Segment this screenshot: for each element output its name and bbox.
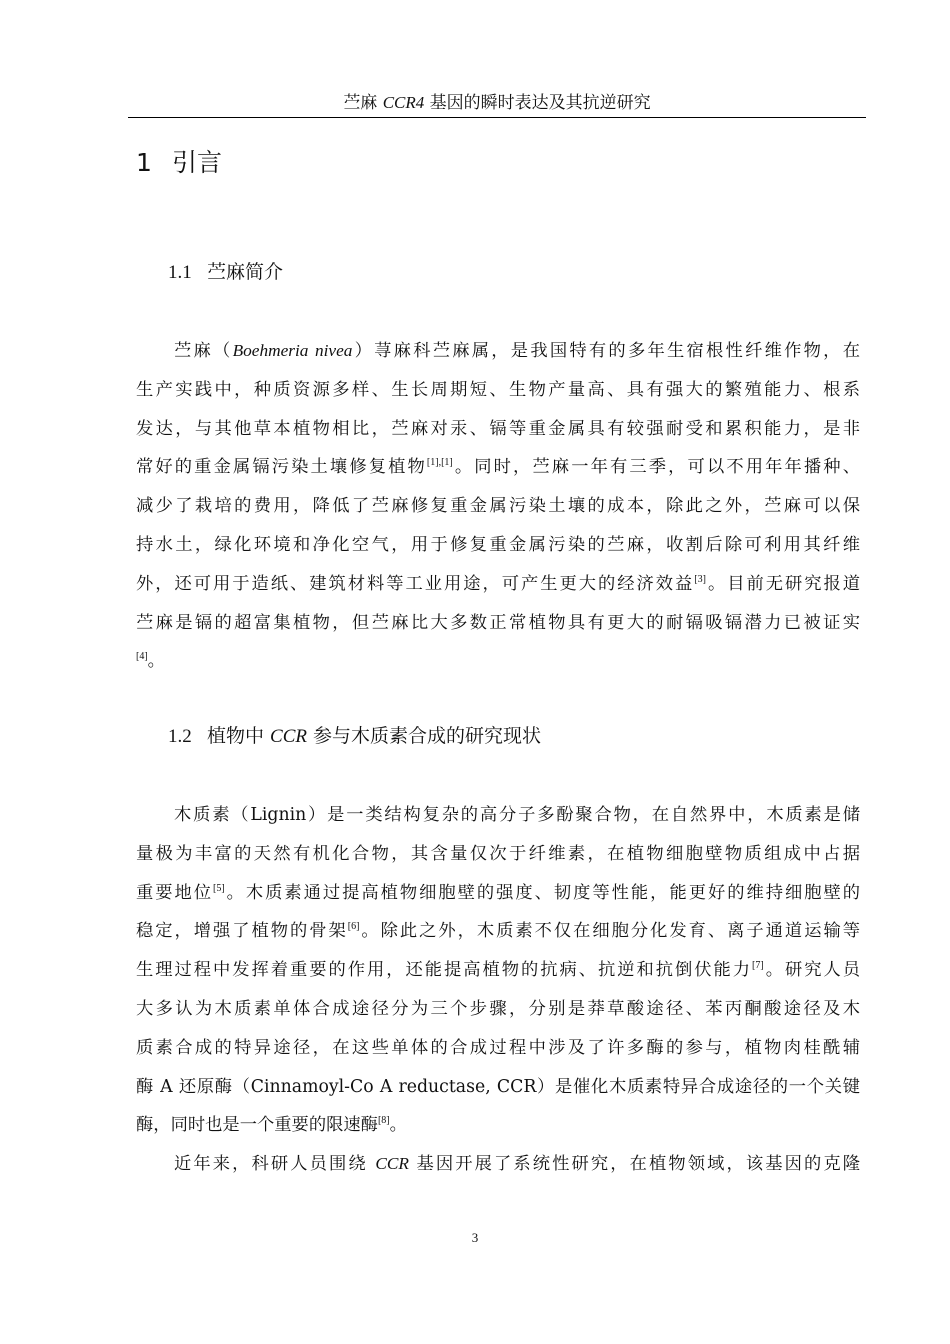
paragraph-line: 量极为丰富的天然有机化合物，其含量仅次于纤维素，在植物细胞壁物质组成中占据 bbox=[136, 843, 860, 864]
text-run: 生理过程中发挥着重要的作用，还能提高植物的抗病、抗逆和抗倒伏能力 bbox=[136, 960, 753, 981]
section-1-1-paragraph bbox=[136, 332, 860, 681]
paragraph-line: 质素合成的特异途径，在这些单体的合成过程中涉及了许多酶的参与，植物肉桂酰辅 bbox=[136, 1037, 860, 1058]
citation-ref: [4] bbox=[136, 651, 148, 663]
paragraph-line: 大多认为木质素单体合成途径分为三个步骤，分别是莽草酸途径、苯丙酮酸途径及木 bbox=[136, 998, 860, 1019]
section-1-2-paragraph-1 bbox=[136, 796, 860, 1145]
text-run: 常好的重金属镉污染土壤修复植物 bbox=[136, 457, 427, 478]
paragraph-line: 木质素（Lignin）是一类结构复杂的高分子多酚聚合物，在自然界中，木质素是储 bbox=[174, 805, 860, 825]
text-run: 稳定，增强了植物的骨架 bbox=[136, 921, 348, 942]
paragraph-line bbox=[136, 565, 860, 604]
paragraph-line: 持水土，绿化环境和净化空气，用于修复重金属污染的苎麻，收割后除可利用其纤维 bbox=[136, 534, 860, 555]
paragraph-line bbox=[136, 448, 860, 487]
text-run: 酶，同时也是一个重要的限速酶 bbox=[136, 1115, 378, 1136]
text-run: 近年来，科研人员围绕 bbox=[174, 1154, 376, 1174]
section-1-1-heading bbox=[168, 258, 283, 287]
section-1-2-paragraph-2 bbox=[136, 1145, 860, 1184]
section-1-1-number: 1.1 bbox=[168, 262, 192, 283]
paragraph-line bbox=[136, 642, 860, 681]
text-run: 。 bbox=[147, 651, 165, 672]
citation-ref: [5] bbox=[213, 882, 225, 894]
section-1-2-title-gene: CCR bbox=[270, 726, 307, 747]
section-1-heading bbox=[136, 145, 222, 181]
citation-ref: [6] bbox=[347, 921, 360, 933]
text-run: 外，还可用于造纸、建筑材料等工业用途，可产生更大的经济效益 bbox=[136, 573, 695, 594]
paragraph-line: 苎麻是镉的超富集植物，但苎麻比大多数正常植物具有更大的耐镉吸镉潜力已被证实 bbox=[136, 612, 860, 633]
text-run: 。目前无研究报道 bbox=[705, 573, 860, 594]
header-title-pre: 苎麻 bbox=[343, 93, 383, 113]
header-title-post: 基因的瞬时表达及其抗逆研究 bbox=[424, 93, 651, 113]
text-run: 。除此之外，木质素不仅在细胞分化发育、离子通道运输等 bbox=[359, 921, 860, 942]
paragraph-line bbox=[136, 951, 860, 990]
paragraph-line: 减少了栽培的费用，降低了苎麻修复重金属污染土壤的成本，除此之外，苎麻可以保 bbox=[136, 496, 860, 517]
citation-ref: [8] bbox=[377, 1115, 390, 1127]
text-run: 重要地位 bbox=[136, 882, 214, 903]
text-run: ）荨麻科苎麻属，是我国特有的多年生宿根性纤维作物，在 bbox=[352, 341, 860, 361]
text-run: 。研究人员 bbox=[763, 960, 860, 981]
section-1-2-title-a: 植物中 bbox=[207, 725, 271, 747]
paragraph-line bbox=[136, 1106, 860, 1145]
text-run: 。 bbox=[389, 1115, 407, 1136]
section-1-1-title: 苎麻简介 bbox=[207, 261, 284, 283]
section-1-number: 1 bbox=[136, 148, 152, 177]
citation-ref: [3] bbox=[694, 573, 706, 585]
text-run: 。木质素通过提高植物细胞壁的强度、韧度等性能，能更好的维持细胞壁的 bbox=[224, 882, 860, 903]
running-header bbox=[128, 92, 866, 114]
page-number: 3 bbox=[471, 1230, 479, 1245]
section-1-2-title-b: 参与木质素合成的研究现状 bbox=[307, 725, 542, 747]
latin-name: Boehmeria nivea bbox=[232, 341, 353, 360]
section-1-title: 引言 bbox=[172, 148, 223, 177]
header-title-gene: CCR4 bbox=[382, 93, 425, 112]
citation-ref: [7] bbox=[752, 960, 764, 972]
paragraph-line bbox=[136, 332, 860, 371]
paragraph-line: 发达，与其他草本植物相比，苎麻对汞、镉等重金属具有较强耐受和累积能力，是非 bbox=[136, 418, 860, 439]
paragraph-line: 生产实践中，种质资源多样、生长周期短、生物产量高、具有强大的繁殖能力、根系 bbox=[136, 379, 860, 400]
paragraph-line bbox=[136, 912, 860, 951]
header-rule bbox=[128, 117, 866, 118]
paragraph-line bbox=[136, 874, 860, 913]
text-run: 基因开展了系统性研究，在植物领域，该基因的克隆 bbox=[408, 1154, 860, 1174]
text-run: 。同时，苎麻一年有三季，可以不用年年播种、 bbox=[452, 457, 860, 478]
text-run: 苎麻（ bbox=[174, 341, 233, 361]
gene-name: CCR bbox=[375, 1154, 409, 1173]
section-1-2-number: 1.2 bbox=[168, 726, 192, 747]
section-1-2-heading bbox=[168, 722, 541, 751]
citation-ref: [1],[1] bbox=[426, 457, 453, 469]
paragraph-line: 酶 A 还原酶（Cinnamoyl-Co A reductase, CCR）是催化木质素特异合成途径的一个关键 bbox=[136, 1076, 860, 1097]
paragraph-line bbox=[136, 1145, 860, 1184]
